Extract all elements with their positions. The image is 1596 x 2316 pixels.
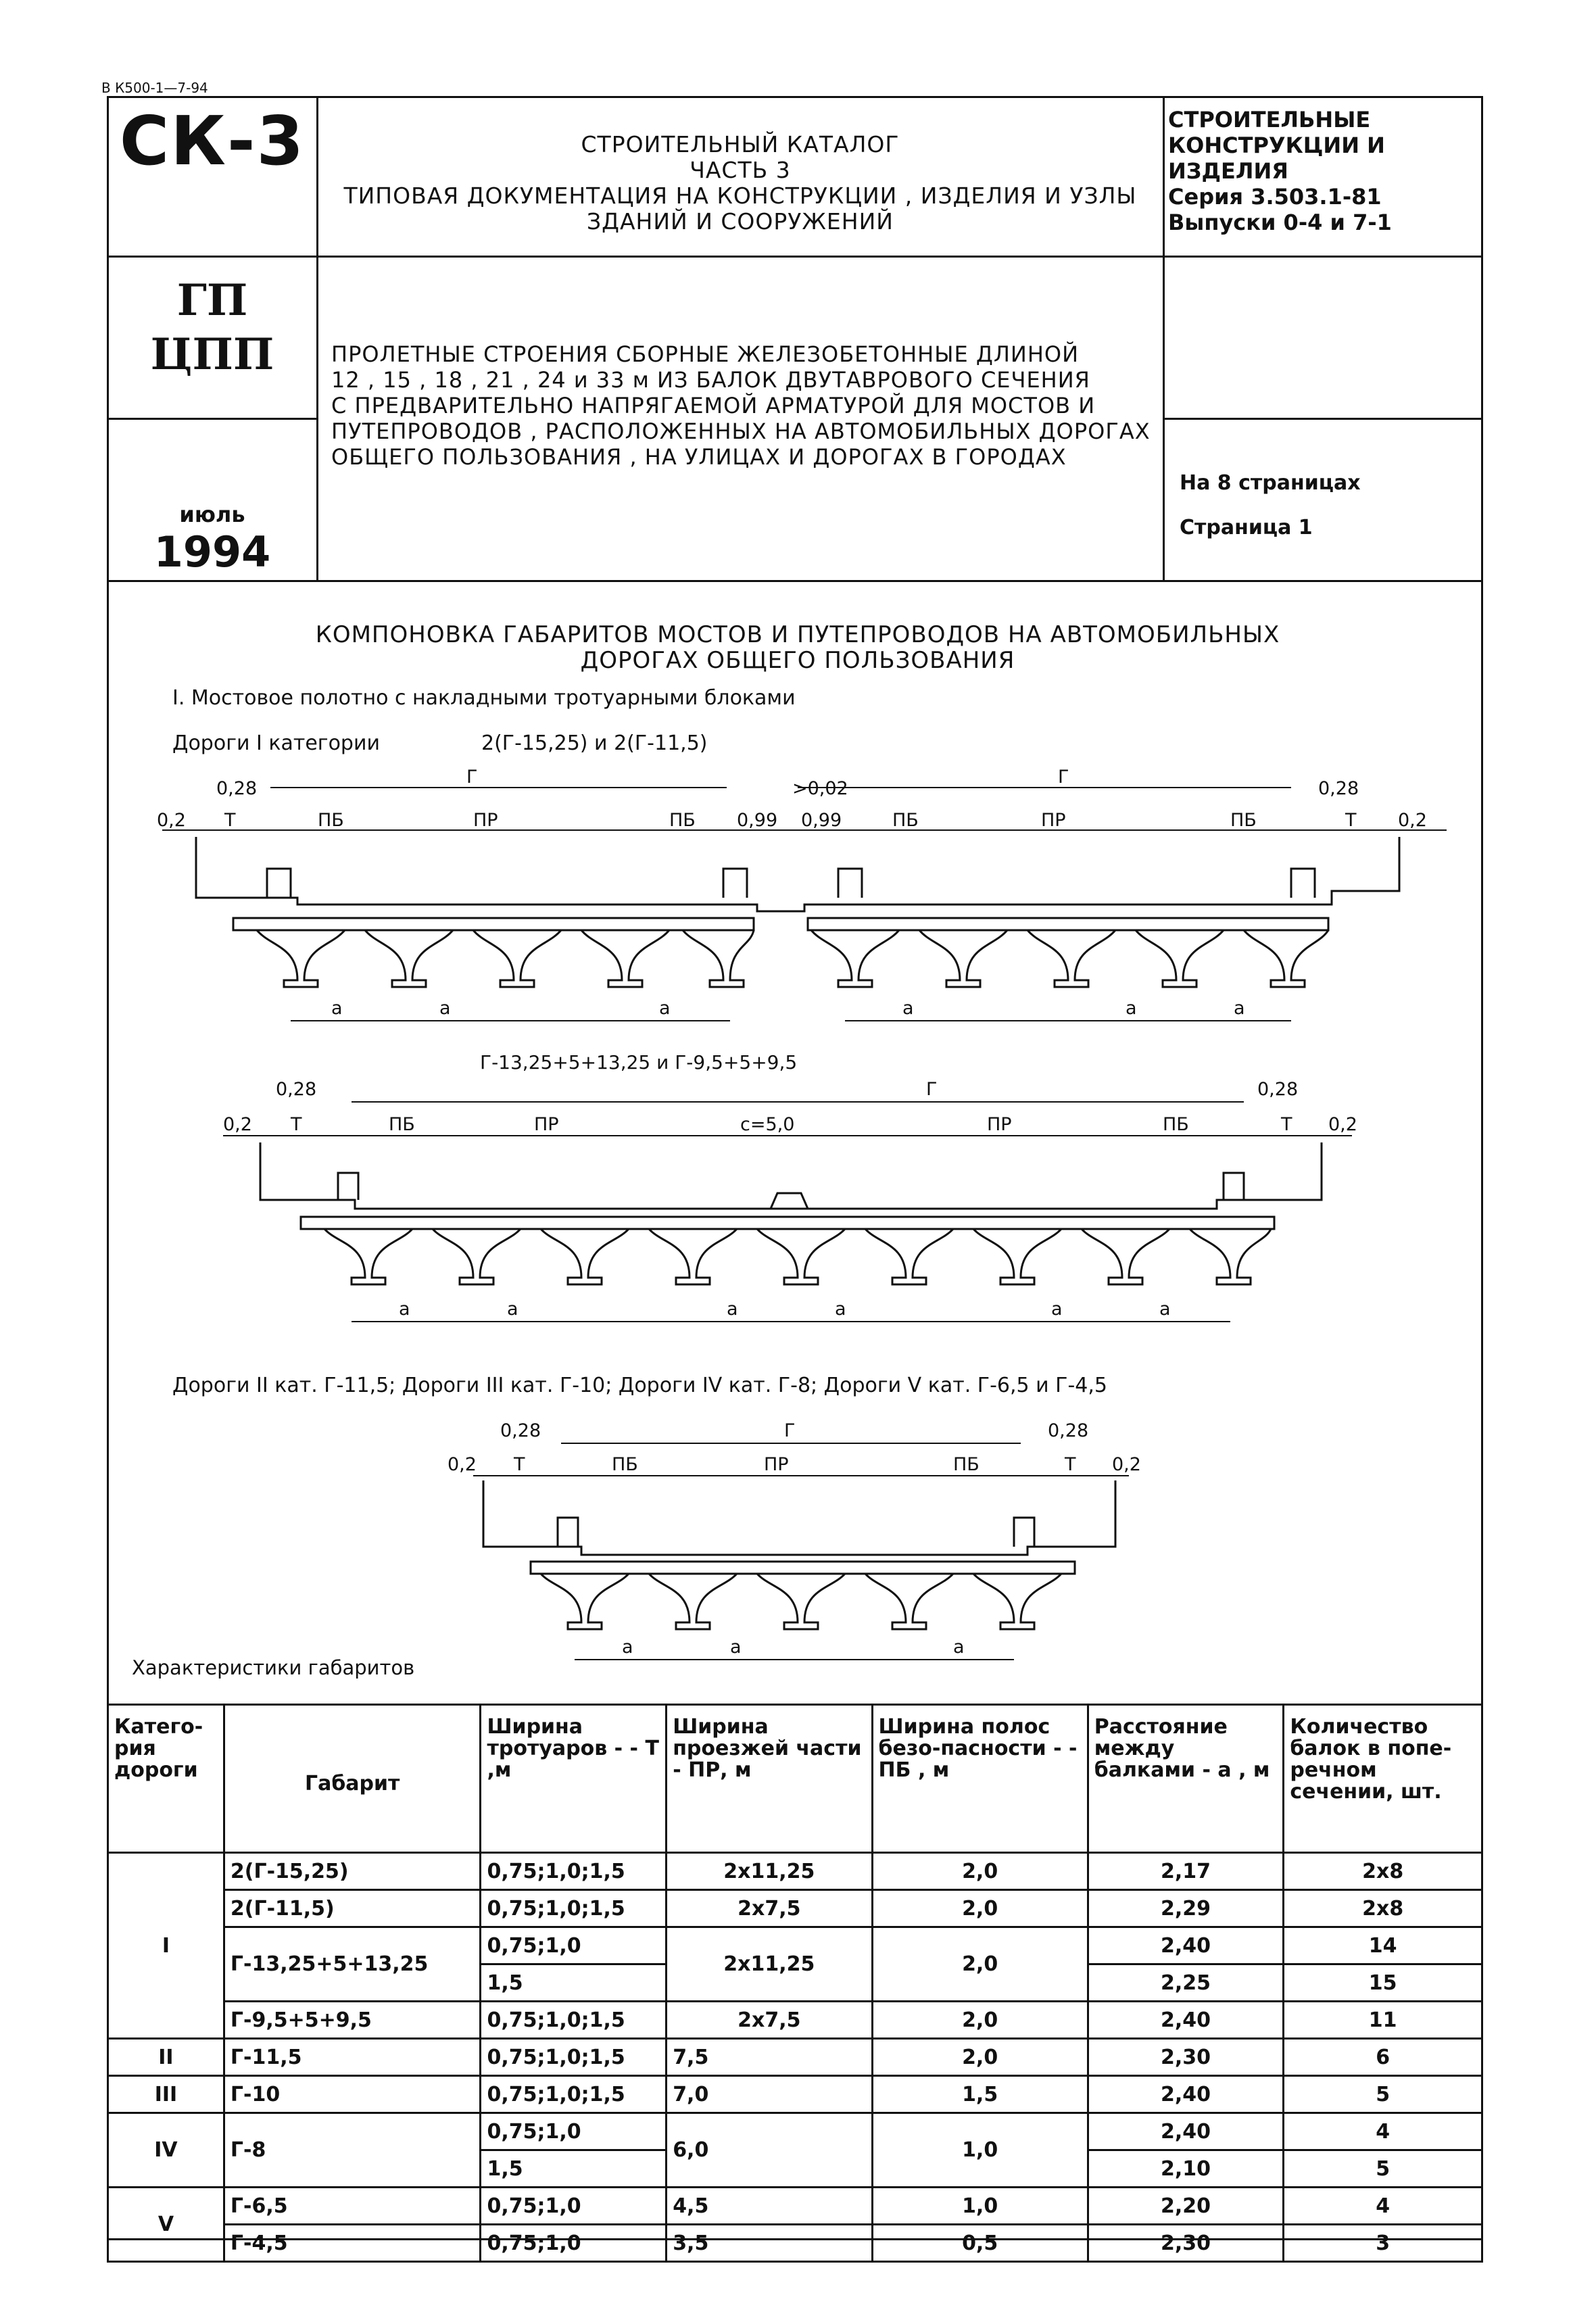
dim-label: Г: [926, 1079, 938, 1100]
catalog-code: СК-3: [119, 101, 306, 180]
spacing-cell: 2,20: [1088, 2188, 1284, 2225]
dim-label: 0,2: [157, 810, 186, 831]
spacing-cell: 2,10: [1088, 2150, 1284, 2188]
diagram-1-two-carriageways: [157, 767, 1447, 1021]
dim-label: а: [1051, 1299, 1063, 1320]
safety-strip-cell: 1,5: [872, 2076, 1088, 2113]
spacing-cell: 2,40: [1088, 1927, 1284, 1964]
dim-label: 0,28: [216, 778, 258, 799]
safety-strip-cell: 0,5: [872, 2225, 1088, 2262]
dim-label: 0,28: [276, 1079, 317, 1100]
dim-label: 0,2: [448, 1454, 477, 1475]
variant-2-label: Г-13,25+5+13,25 и Г-9,5+5+9,5: [480, 1051, 798, 1073]
spacing-cell: 2,17: [1088, 1853, 1284, 1890]
safety-strip-cell: 2,0: [872, 1890, 1088, 1927]
dim-label: а: [835, 1299, 846, 1320]
carriageway-cell: 4,5: [667, 2188, 872, 2225]
dim-label: а: [1126, 998, 1137, 1019]
sidewalk-cell: 0,75;1,0: [481, 1927, 667, 1964]
dim-label: Т: [514, 1454, 525, 1475]
beam-count-cell: 6: [1284, 2039, 1482, 2076]
beam-count-cell: 2х8: [1284, 1853, 1482, 1890]
dim-label: >0,02: [792, 778, 848, 799]
beam-count-cell: 5: [1284, 2076, 1482, 2113]
safety-strip-cell: 2,0: [872, 1927, 1088, 2002]
diagram-3-single-carriageway: [448, 1420, 1141, 1660]
category-cell: I: [108, 1853, 224, 2039]
table-row: [108, 2113, 1482, 2150]
beam-count-cell: 4: [1284, 2188, 1482, 2225]
safety-strip-cell: 2,0: [872, 1853, 1088, 1890]
dim-label: Т: [224, 810, 236, 831]
document-stamp: В К500-1—7-94: [101, 80, 208, 96]
dim-label: 0,99: [737, 810, 778, 831]
carriageway-cell: 2х11,25: [667, 1853, 872, 1890]
dim-label: а: [1159, 1299, 1171, 1320]
sidewalk-cell: 0,75;1,0;1,5: [481, 1853, 667, 1890]
dim-label: ПР: [473, 810, 498, 831]
dim-label: 0,2: [1328, 1114, 1357, 1135]
document-title: ПРОЛЕТНЫЕ СТРОЕНИЯ СБОРНЫЕ ЖЕЛЕЗОБЕТОННЫЕ ДЛИНОЙ 12 , 15 , 18 , 21 , 24 и 33 м ИЗ БАЛОК ДВУТАВРОВОГО СЕЧЕНИЯ С ПРЕДВАРИТЕЛЬНО НАПРЯГАЕМОЙ АРМАТУРОЙ ДЛЯ МОСТОВ И ПУТЕПРОВОДОВ , РАСПОЛОЖЕННЫХ НА АВТОМОБИЛЬНЫХ ДОРОГАХ ОБЩЕГО ПОЛЬЗОВАНИЯ , НА УЛИЦАХ И ДОРОГАХ В ГОРОДАХ: [331, 341, 1151, 470]
section-subtitle: I. Мостовое полотно с накладными тротуарными блоками: [172, 686, 796, 710]
table-row: [108, 1890, 1482, 1927]
dim-label: ПР: [534, 1114, 559, 1135]
category-cell: II: [108, 2039, 224, 2076]
dim-label: Т: [1065, 1454, 1076, 1475]
col-header-carriageway: Ширина проезжей части - ПР, м: [667, 1705, 872, 1853]
col-header-beam-spacing: Расстояние между балками - а , м: [1088, 1705, 1284, 1853]
beam-count-cell: 5: [1284, 2150, 1482, 2188]
beam-count-cell: 14: [1284, 1927, 1482, 1964]
dim-label: а: [507, 1299, 518, 1320]
col-header-gabarit: Габарит: [224, 1705, 481, 1853]
table-row: [108, 2039, 1482, 2076]
gabarit-cell: Г-4,5: [224, 2225, 481, 2262]
category-cell: IV: [108, 2113, 224, 2188]
spacing-cell: 2,25: [1088, 1964, 1284, 2002]
section-title: КОМПОНОВКА ГАБАРИТОВ МОСТОВ И ПУТЕПРОВОДОВ НА АВТОМОБИЛЬНЫХ ДОРОГАХ ОБЩЕГО ПОЛЬЗОВАНИЯ: [315, 621, 1280, 674]
carriageway-cell: 3,5: [667, 2225, 872, 2262]
spacing-cell: 2,30: [1088, 2225, 1284, 2262]
safety-strip-cell: 2,0: [872, 2002, 1088, 2039]
spacing-cell: 2,29: [1088, 1890, 1284, 1927]
dim-label: Г: [784, 1420, 796, 1441]
col-header-safety-strip: Ширина полос безо-пасности - - ПБ , м: [872, 1705, 1088, 1853]
dim-label: ПБ: [953, 1454, 980, 1475]
page-count: На 8 страницах Страница 1: [1180, 471, 1361, 539]
dim-label: Г: [1058, 767, 1069, 788]
dim-label: 0,28: [1048, 1420, 1089, 1441]
dim-label: Т: [1281, 1114, 1292, 1135]
characteristics-title: Характеристики габаритов: [132, 1656, 415, 1679]
diagram-2-separated-carriageways: [223, 1079, 1357, 1322]
dim-label: а: [727, 1299, 738, 1320]
beam-count-cell: 11: [1284, 2002, 1482, 2039]
dim-label: Т: [1345, 810, 1357, 831]
dim-label: ПБ: [612, 1454, 638, 1475]
safety-strip-cell: 1,0: [872, 2188, 1088, 2225]
spacing-cell: 2,30: [1088, 2039, 1284, 2076]
issue-year: 1994: [153, 527, 271, 577]
table-row: [108, 2002, 1482, 2039]
dim-label: а: [902, 998, 914, 1019]
dim-label: 0,2: [1112, 1454, 1141, 1475]
dim-label: а: [399, 1299, 410, 1320]
dim-label: а: [659, 998, 671, 1019]
beam-count-cell: 4: [1284, 2113, 1482, 2150]
table-row: [108, 1927, 1482, 1964]
sidewalk-cell: 1,5: [481, 1964, 667, 2002]
beam-count-cell: 3: [1284, 2225, 1482, 2262]
issue-month: июль: [179, 502, 245, 527]
category-cell: V: [108, 2188, 224, 2262]
sidewalk-cell: 0,75;1,0: [481, 2188, 667, 2225]
dim-label: ПБ: [1163, 1114, 1189, 1135]
gabarit-cell: Г-6,5: [224, 2188, 481, 2225]
dim-label: ПБ: [892, 810, 919, 831]
dim-label: а: [439, 998, 451, 1019]
dim-label: ПР: [764, 1454, 789, 1475]
dim-label: ПБ: [389, 1114, 415, 1135]
sidewalk-cell: 0,75;1,0;1,5: [481, 2076, 667, 2113]
category-cell: III: [108, 2076, 224, 2113]
gabarit-cell: Г-8: [224, 2113, 481, 2188]
table-row: [108, 2225, 1482, 2262]
gabarit-cell: 2(Г-15,25): [224, 1853, 481, 1890]
carriageway-cell: 7,0: [667, 2076, 872, 2113]
dim-label: ПР: [1041, 810, 1066, 831]
carriageway-cell: 6,0: [667, 2113, 872, 2188]
roads-category-1-label: Дороги I категории: [172, 731, 380, 755]
table-row: [108, 2076, 1482, 2113]
dim-label: ПР: [987, 1114, 1012, 1135]
dim-label: 0,2: [1398, 810, 1427, 831]
col-header-sidewalk: Ширина тротуаров - - Т ,м: [481, 1705, 667, 1853]
dim-label: а: [1234, 998, 1245, 1019]
sidewalk-cell: 0,75;1,0: [481, 2113, 667, 2150]
table-header-row: [108, 1705, 1482, 1853]
gabarit-cell: Г-9,5+5+9,5: [224, 2002, 481, 2039]
dim-label: 0,28: [500, 1420, 541, 1441]
carriageway-cell: 2х11,25: [667, 1927, 872, 2002]
dim-label: ПБ: [669, 810, 696, 831]
dim-label: 0,99: [801, 810, 842, 831]
dim-label: Г: [466, 767, 478, 788]
beam-count-cell: 2х8: [1284, 1890, 1482, 1927]
gabarit-cell: Г-13,25+5+13,25: [224, 1927, 481, 2002]
catalog-title: СТРОИТЕЛЬНЫЙ КАТАЛОГ ЧАСТЬ 3 ТИПОВАЯ ДОКУМЕНТАЦИЯ НА КОНСТРУКЦИИ , ИЗДЕЛИЯ И УЗЛЫ ЗДАНИЙ И СООРУЖЕНИЙ: [343, 131, 1137, 235]
dim-label: а: [331, 998, 343, 1019]
section-code: ГП ЦПП: [150, 275, 274, 380]
other-roads-label: Дороги II кат. Г-11,5; Дороги III кат. Г-10; Дороги IV кат. Г-8; Дороги V кат. Г-6,5 и Г-4,5: [172, 1374, 1108, 1397]
col-header-category: Катего-рия дороги: [108, 1705, 224, 1853]
dim-label: Т: [291, 1114, 302, 1135]
col-header-beam-count: Количество балок в попе-речном сечении, шт.: [1284, 1705, 1482, 1853]
sidewalk-cell: 0,75;1,0: [481, 2225, 667, 2262]
dim-label: а: [953, 1637, 965, 1658]
dim-label: ПБ: [318, 810, 344, 831]
spacing-cell: 2,40: [1088, 2002, 1284, 2039]
sidewalk-cell: 0,75;1,0;1,5: [481, 2002, 667, 2039]
safety-strip-cell: 2,0: [872, 2039, 1088, 2076]
spacing-cell: 2,40: [1088, 2076, 1284, 2113]
carriageway-cell: 2х7,5: [667, 2002, 872, 2039]
spacing-cell: 2,40: [1088, 2113, 1284, 2150]
carriageway-cell: 2х7,5: [667, 1890, 872, 1927]
carriageway-cell: 7,5: [667, 2039, 872, 2076]
sidewalk-cell: 0,75;1,0;1,5: [481, 1890, 667, 1927]
dim-label: а: [730, 1637, 742, 1658]
dim-label: с=5,0: [740, 1114, 795, 1135]
dim-label: ПБ: [1230, 810, 1257, 831]
sidewalk-cell: 1,5: [481, 2150, 667, 2188]
table-row: [108, 2188, 1482, 2225]
beam-count-cell: 15: [1284, 1964, 1482, 2002]
dim-label: 0,28: [1257, 1079, 1299, 1100]
dim-label: а: [622, 1637, 633, 1658]
gabarit-cell: Г-11,5: [224, 2039, 481, 2076]
dim-label: 0,2: [223, 1114, 252, 1135]
characteristics-table: [107, 1704, 1483, 2263]
safety-strip-cell: 1,0: [872, 2113, 1088, 2188]
cat1-gabarits-label: 2(Г-15,25) и 2(Г-11,5): [481, 731, 708, 755]
gabarit-cell: 2(Г-11,5): [224, 1890, 481, 1927]
dim-label: 0,28: [1318, 778, 1359, 799]
gabarit-cell: Г-10: [224, 2076, 481, 2113]
table-row: [108, 1853, 1482, 1890]
sidewalk-cell: 0,75;1,0;1,5: [481, 2039, 667, 2076]
series-info: СТРОИТЕЛЬНЫЕ КОНСТРУКЦИИ И ИЗДЕЛИЯ Серия 3.503.1-81 Выпуски 0-4 и 7-1: [1168, 107, 1392, 235]
